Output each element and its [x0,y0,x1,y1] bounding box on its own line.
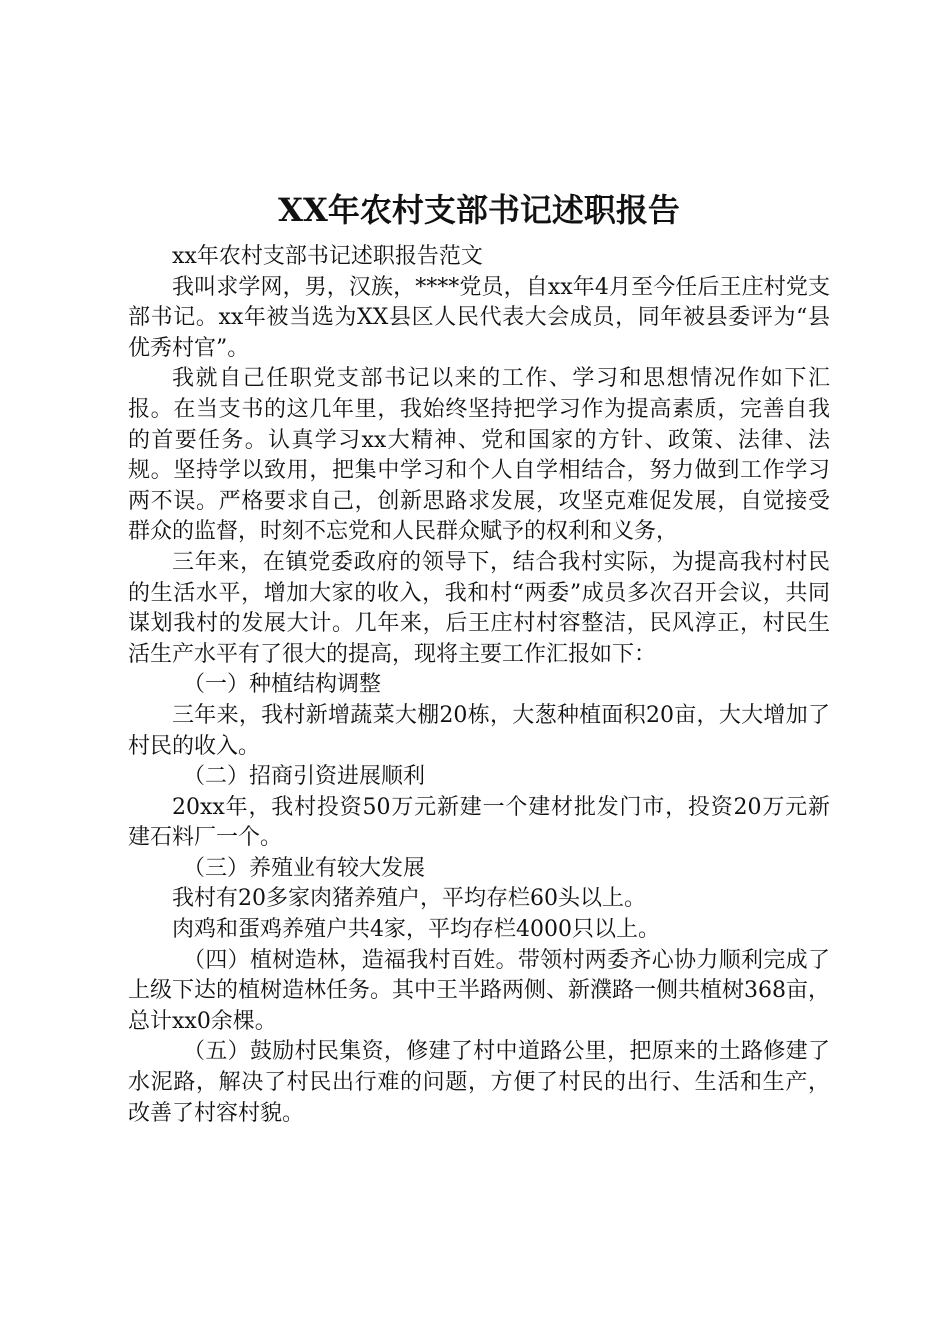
document-title: XX年农村支部书记述职报告 [278,191,680,229]
body-paragraph-investment: 20xx年，我村投资50万元新建一个建材批发门市，投资20万元新建石料厂一个。 [128,794,830,851]
section-heading-breeding: （三）养殖业有较大发展 [183,855,426,881]
body-paragraph-intro: 我叫求学网，男，汉族，****党员，自xx年4月至今任后王庄村党支部书记。xx年被当选为XX县区人民代表大会成员，同年被县委评为“县优秀村官”。 [128,274,830,361]
body-paragraph-three-years: 三年来，在镇党委政府的领导下，结合我村实际，为提高我村村民的生活水平，增加大家的收入，我和村“两委”成员多次召开会议，共同谋划我村的发展大计。几年来，后王庄村村容整洁，民风淳正，村民生活生产水平有了很大的提高，现将主要工作汇报如下： [128,549,830,667]
body-paragraph-pigs: 我村有20多家肉猪养殖户，平均存栏60头以上。 [172,886,646,912]
body-paragraph-study: 我就自己任职党支部书记以来的工作、学习和思想情况作如下汇报。在当支书的这几年里，我始终坚持把学习作为提高素质，完善自我的首要任务。认真学习xx大精神、党和国家的方针、政策、法律、法规。坚持学以致用，把集中学习和个人自学相结合，努力做到工作学习两不误。严格要求自己，创新思路求发展，攻坚克难促发展，自觉接受群众的监督，时刻不忘党和人民群众赋予的权利和义务， [128,366,830,545]
document-page [128,188,830,1129]
section-paragraph-roads: （五）鼓励村民集资，修建了村中道路公里，把原来的土路修建了水泥路，解决了村民出行难的问题，方便了村民的出行、生活和生产，改善了村容村貌。 [128,1039,830,1126]
section-heading-planting: （一）种植结构调整 [183,672,382,698]
body-paragraph-chickens: 肉鸡和蛋鸡养殖户共4家，平均存栏4000只以上。 [172,917,660,943]
body-paragraph-planting: 三年来，我村新增蔬菜大棚20栋，大葱种植面积20亩，大大增加了村民的收入。 [128,702,830,759]
section-paragraph-afforestation: （四）植树造林，造福我村百姓。带领村两委齐心协力顺利完成了上级下达的植树造林任务。其中王半路两侧、新濮路一侧共植树368亩，总计xx0余棵。 [128,947,830,1034]
subtitle-paragraph: xx年农村支部书记述职报告范文 [172,244,483,269]
section-heading-investment: （二）招商引资进展顺利 [183,764,426,790]
